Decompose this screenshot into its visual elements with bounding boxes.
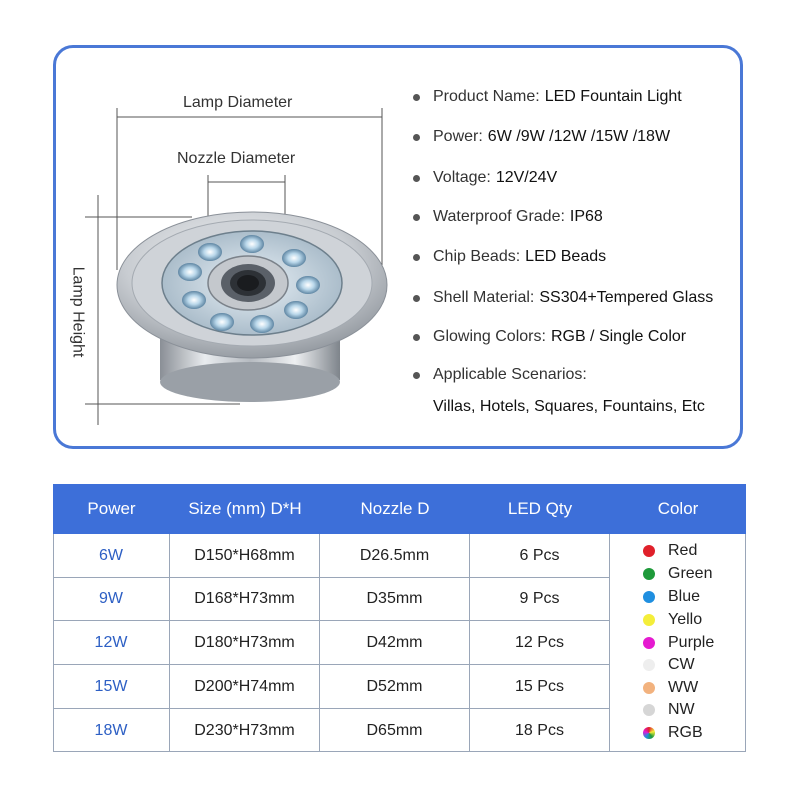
bullet-icon — [413, 372, 420, 379]
green-dot-icon — [643, 568, 655, 580]
cell-nozzle: D42mm — [320, 621, 470, 664]
cell-led-qty: 9 Pcs — [470, 578, 610, 620]
nw-dot-icon — [643, 704, 655, 716]
color-label: Red — [668, 542, 698, 559]
cell-size: D150*H68mm — [170, 534, 320, 577]
cw-dot-icon — [643, 659, 655, 671]
cell-power: 12W — [53, 621, 170, 664]
header-size: Size (mm) D*H — [188, 499, 302, 518]
table-header — [53, 484, 746, 534]
table-row — [53, 621, 610, 665]
color-label: Blue — [668, 588, 701, 605]
color-item-rgb — [643, 724, 703, 742]
color-label: WW — [668, 679, 699, 696]
spec-value: LED Fountain Light — [544, 88, 682, 105]
header-power: Power — [87, 499, 136, 518]
cell-led-qty: 18 Pcs — [470, 709, 610, 752]
spec-voltage — [413, 169, 557, 187]
spec-value: SS304+Tempered Glass — [539, 289, 714, 306]
color-item-blue — [643, 588, 700, 606]
spec-label: Chip Beads: — [433, 248, 521, 265]
color-item-nw — [643, 701, 695, 719]
spec-power — [413, 128, 670, 146]
header-led-qty: LED Qty — [507, 499, 573, 518]
color-label: RGB — [668, 724, 703, 741]
color-item-red — [643, 542, 697, 560]
cell-size: D168*H73mm — [170, 578, 320, 620]
cell-power: 9W — [53, 578, 170, 620]
bullet-icon — [413, 214, 420, 221]
bullet-icon — [413, 175, 420, 182]
scenarios-text: Villas, Hotels, Squares, Fountains, Etc — [433, 398, 705, 415]
table-body — [53, 534, 746, 752]
lamp-drawing — [0, 0, 400, 450]
blue-dot-icon — [643, 591, 655, 603]
bullet-icon — [413, 94, 420, 101]
cell-nozzle: D35mm — [320, 578, 470, 620]
spec-label: Waterproof Grade: — [433, 208, 565, 225]
lamp-diameter-label: Lamp Diameter — [183, 94, 293, 111]
color-item-green — [643, 565, 712, 583]
color-label: Purple — [668, 634, 715, 651]
color-item-purple — [643, 634, 714, 652]
lamp-figure — [0, 0, 400, 450]
color-label: NW — [668, 701, 695, 718]
spec-waterproof-grade — [413, 208, 603, 226]
spec-label: Power: — [433, 128, 483, 145]
spec-value: 12V/24V — [495, 169, 558, 186]
cell-power: 6W — [53, 534, 170, 577]
red-dot-icon — [643, 545, 655, 557]
spec-product-name — [413, 88, 682, 106]
bullet-icon — [413, 334, 420, 341]
cell-led-qty: 15 Pcs — [470, 665, 610, 708]
table-row — [53, 534, 610, 578]
color-item-cw — [643, 656, 695, 674]
header-nozzle: Nozzle D — [360, 499, 430, 518]
spec-chip-beads — [413, 248, 606, 266]
color-item-yellow — [643, 611, 702, 629]
bullet-icon — [413, 295, 420, 302]
cell-led-qty: 12 Pcs — [470, 621, 610, 664]
table-row — [53, 578, 610, 621]
bullet-icon — [413, 134, 420, 141]
cell-power: 18W — [53, 709, 170, 752]
cell-size: D200*H74mm — [170, 665, 320, 708]
spec-label: Product Name: — [433, 88, 540, 105]
bullet-icon — [413, 254, 420, 261]
ww-dot-icon — [643, 682, 655, 694]
cell-nozzle: D52mm — [320, 665, 470, 708]
yellow-dot-icon — [643, 614, 655, 626]
color-label: CW — [668, 656, 695, 673]
cell-nozzle: D65mm — [320, 709, 470, 752]
spec-label: Applicable Scenarios: — [433, 366, 587, 383]
cell-size: D230*H73mm — [170, 709, 320, 752]
table-row — [53, 665, 610, 709]
color-list — [610, 534, 746, 752]
spec-value: IP68 — [569, 208, 603, 225]
spec-value: RGB / Single Color — [550, 328, 687, 345]
cell-led-qty: 6 Pcs — [470, 534, 610, 577]
color-item-ww — [643, 679, 698, 697]
spec-shell-material — [413, 289, 713, 307]
spec-value: LED Beads — [525, 248, 607, 265]
spec-label: Shell Material: — [433, 289, 535, 306]
spec-applicable-scenarios — [413, 366, 587, 384]
color-label: Yello — [668, 611, 703, 628]
color-label: Green — [668, 565, 713, 582]
header-color: Color — [657, 499, 699, 518]
table-row — [53, 709, 610, 752]
lamp-height-label: Lamp Height — [69, 266, 87, 358]
cell-size: D180*H73mm — [170, 621, 320, 664]
cell-power: 15W — [53, 665, 170, 708]
spec-table — [53, 484, 746, 752]
purple-dot-icon — [643, 637, 655, 649]
spec-glowing-colors — [413, 328, 686, 346]
spec-label: Glowing Colors: — [433, 328, 546, 345]
rgb-dot-icon — [643, 727, 655, 739]
cell-nozzle: D26.5mm — [320, 534, 470, 577]
spec-label: Voltage: — [433, 169, 491, 186]
spec-value: 6W /9W /12W /15W /18W — [487, 128, 671, 145]
nozzle-diameter-label: Nozzle Diameter — [177, 150, 296, 167]
